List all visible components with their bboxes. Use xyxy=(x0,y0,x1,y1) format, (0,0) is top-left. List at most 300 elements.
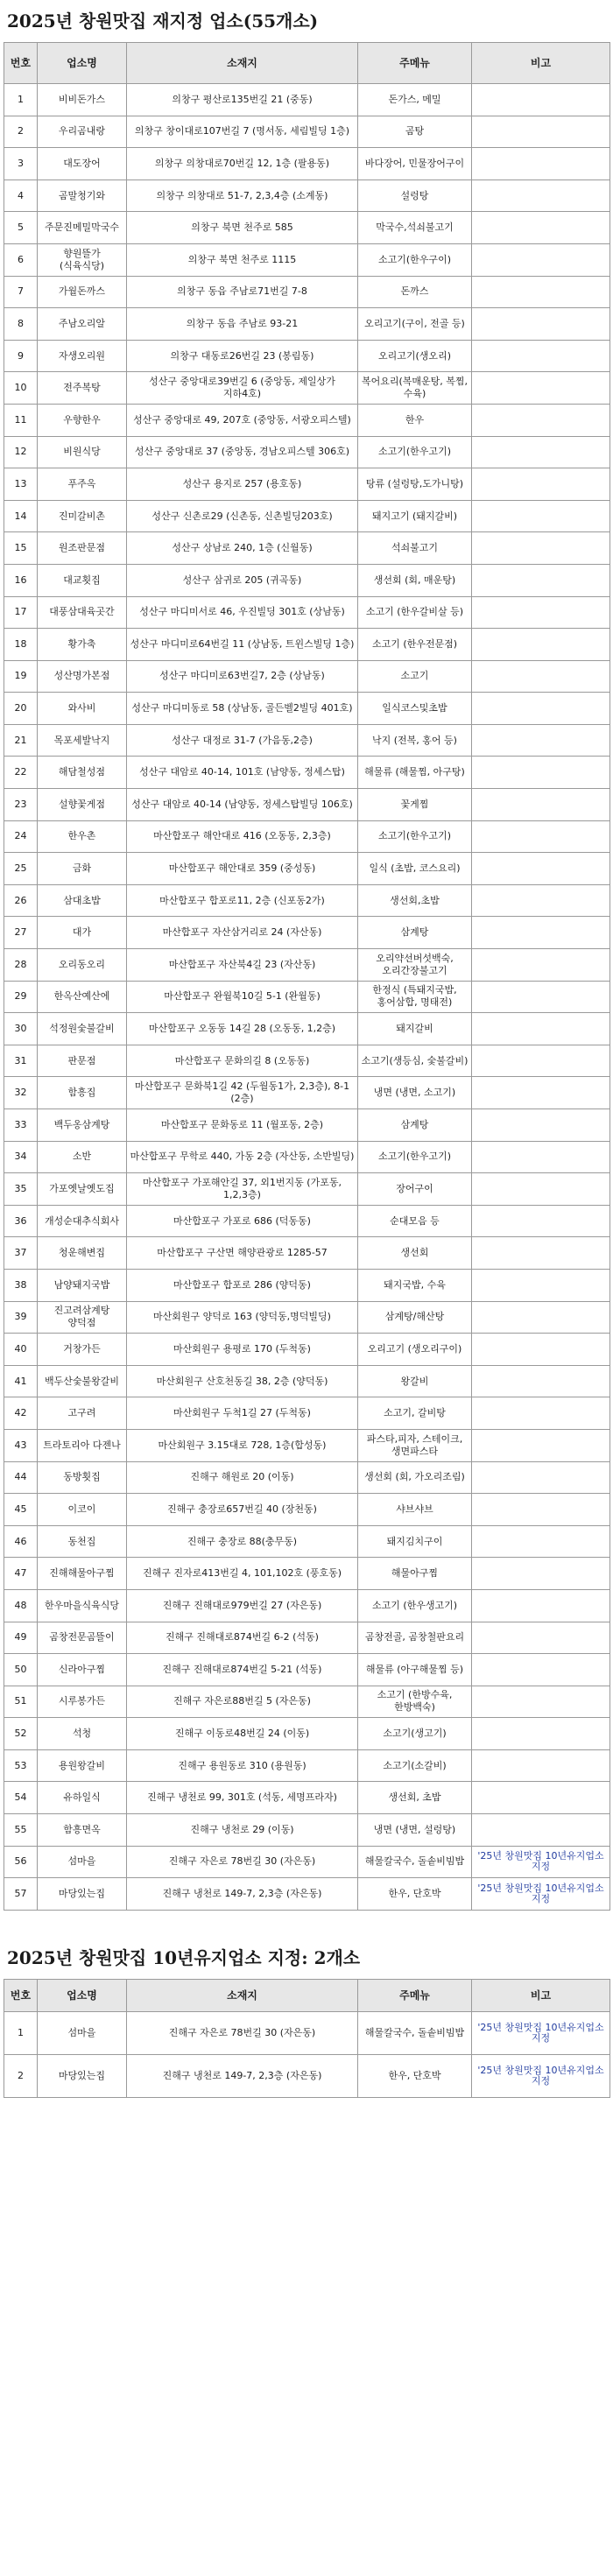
cell-menu: 소고기(생고기) xyxy=(358,1718,472,1750)
cell-note xyxy=(472,372,610,405)
table-row xyxy=(4,404,610,436)
cell-restaurant-name: 우리곰내랑 xyxy=(38,116,127,148)
cell-address: 마산합포구 완월북10길 5-1 (완월동) xyxy=(127,981,358,1013)
cell-note xyxy=(472,1718,610,1750)
cell-note xyxy=(472,532,610,565)
cell-menu: 복어요리(복매운탕, 복찜, 수육) xyxy=(358,372,472,405)
table-row xyxy=(4,1622,610,1654)
cell-restaurant-name: 원조판문점 xyxy=(38,532,127,565)
cell-number: 42 xyxy=(4,1397,38,1430)
cell-address: 마산회원구 3.15대로 728, 1층(합성동) xyxy=(127,1429,358,1461)
cell-note xyxy=(472,436,610,468)
cell-restaurant-name: 용원왕갈비 xyxy=(38,1749,127,1782)
cell-address: 성산구 중앙대로 37 (중앙동, 경남오피스텔 306호) xyxy=(127,436,358,468)
cell-note xyxy=(472,884,610,917)
cell-address: 진해구 냉천로 99, 301호 (석동, 세명프라자) xyxy=(127,1782,358,1814)
table-body xyxy=(4,84,610,1911)
cell-address: 성산구 신촌로29 (신촌동, 신촌빌딩203호) xyxy=(127,500,358,532)
cell-menu: 오리약선버섯백숙, 오리간장불고기 xyxy=(358,949,472,982)
table-row xyxy=(4,2011,610,2054)
cell-restaurant-name: 대가 xyxy=(38,917,127,949)
cell-restaurant-name: 섬마을 xyxy=(38,2011,127,2054)
cell-menu: 소고기 (한우갈비살 등) xyxy=(358,596,472,629)
cell-address: 성산구 중앙대로39번길 6 (중앙동, 제일상가 지하4호) xyxy=(127,372,358,405)
cell-restaurant-name: 개성순대추식회사 xyxy=(38,1205,127,1237)
table-body xyxy=(4,2011,610,2097)
cell-number: 53 xyxy=(4,1749,38,1782)
cell-restaurant-name: 백두옹삼계탕 xyxy=(38,1109,127,1142)
cell-address: 성산구 마디미로64번길 11 (상남동, 트윈스빌딩 1층) xyxy=(127,629,358,661)
cell-restaurant-name: 대도장어 xyxy=(38,148,127,180)
cell-address: 진해구 충장로657번길 40 (장천동) xyxy=(127,1494,358,1526)
cell-note xyxy=(472,1109,610,1142)
cell-menu: 소고기(소갈비) xyxy=(358,1749,472,1782)
cell-address: 의창구 의창대로70번길 12, 1층 (팔용동) xyxy=(127,148,358,180)
cell-number: 43 xyxy=(4,1429,38,1461)
cell-restaurant-name: 와사비 xyxy=(38,693,127,725)
cell-address: 진해구 냉천로 149-7, 2,3층 (자은동) xyxy=(127,1878,358,1911)
cell-menu: 돼지고기 (돼지갈비) xyxy=(358,500,472,532)
cell-address: 진해구 진자로413번길 4, 101,102호 (풍호동) xyxy=(127,1558,358,1590)
cell-menu: 돼지김치구이 xyxy=(358,1525,472,1558)
header-number: 번호 xyxy=(4,1979,38,2011)
table-row xyxy=(4,629,610,661)
table-row xyxy=(4,308,610,341)
table-row xyxy=(4,1301,610,1334)
table-row xyxy=(4,1045,610,1077)
cell-note xyxy=(472,1237,610,1270)
cell-menu: 오리고기 (생오리구이) xyxy=(358,1334,472,1366)
header-note: 비고 xyxy=(472,43,610,84)
cell-address: 마산합포구 가포해안길 37, 외1번지동 (가포동, 1,2,3층) xyxy=(127,1173,358,1206)
cell-number: 12 xyxy=(4,436,38,468)
cell-note xyxy=(472,693,610,725)
cell-number: 45 xyxy=(4,1494,38,1526)
cell-address: 의창구 동읍 주남로 93-21 xyxy=(127,308,358,341)
cell-note xyxy=(472,853,610,885)
cell-note xyxy=(472,340,610,372)
cell-restaurant-name: 한우마을식육식당 xyxy=(38,1589,127,1622)
cell-number: 7 xyxy=(4,276,38,308)
cell-restaurant-name: 향원뜰가 (식육식당) xyxy=(38,243,127,276)
table-row xyxy=(4,212,610,244)
cell-address: 의창구 북면 천주로 585 xyxy=(127,212,358,244)
cell-address: 마산회원구 산호천동길 38, 2층 (양덕동) xyxy=(127,1365,358,1397)
cell-note xyxy=(472,1782,610,1814)
table-row xyxy=(4,564,610,596)
cell-address: 마산합포구 구산면 해양관광로 1285-57 xyxy=(127,1237,358,1270)
cell-number: 32 xyxy=(4,1077,38,1109)
cell-address: 성산구 대암로 40-14 (남양동, 정세스탑빌딩 106호) xyxy=(127,789,358,821)
cell-address: 마산합포구 합포로 286 (양덕동) xyxy=(127,1269,358,1301)
table-row xyxy=(4,1173,610,1206)
cell-address: 진해구 냉천로 149-7, 2,3층 (자은동) xyxy=(127,2054,358,2097)
cell-menu: 한우 xyxy=(358,404,472,436)
cell-note xyxy=(472,1301,610,1334)
cell-number: 5 xyxy=(4,212,38,244)
cell-address: 의창구 북면 천주로 1115 xyxy=(127,243,358,276)
cell-restaurant-name: 거창가든 xyxy=(38,1334,127,1366)
cell-number: 11 xyxy=(4,404,38,436)
table-row xyxy=(4,276,610,308)
cell-address: 진해구 진해대로979번길 27 (자은동) xyxy=(127,1589,358,1622)
cell-note xyxy=(472,179,610,212)
cell-note xyxy=(472,1814,610,1847)
cell-number: 40 xyxy=(4,1334,38,1366)
cell-address: 진해구 진해대로874번길 5-21 (석동) xyxy=(127,1654,358,1686)
cell-menu: 돼지국밥, 수육 xyxy=(358,1269,472,1301)
cell-note xyxy=(472,404,610,436)
cell-restaurant-name: 곰말청기와 xyxy=(38,179,127,212)
cell-restaurant-name: 곰창전문곰뜰이 xyxy=(38,1622,127,1654)
header-menu: 주메뉴 xyxy=(358,1979,472,2011)
cell-menu: 바다장어, 민물장어구이 xyxy=(358,148,472,180)
table-row xyxy=(4,1846,610,1878)
table-row xyxy=(4,1013,610,1045)
table-row xyxy=(4,596,610,629)
ten-year-restaurants-table xyxy=(4,1979,610,2098)
cell-address: 진해구 진해대로874번길 6-2 (석동) xyxy=(127,1622,358,1654)
header-name: 업소명 xyxy=(38,1979,127,2011)
section1-title: 2025년 창원맛집 재지정 업소(55개소) xyxy=(7,11,319,32)
cell-menu: 냉면 (냉면, 설렁탕) xyxy=(358,1814,472,1847)
cell-restaurant-name: 판문점 xyxy=(38,1045,127,1077)
table-row xyxy=(4,1365,610,1397)
cell-note xyxy=(472,1589,610,1622)
cell-menu: 소고기 (한우전문점) xyxy=(358,629,472,661)
table-row xyxy=(4,243,610,276)
cell-address: 성산구 대정로 31-7 (가음동,2층) xyxy=(127,724,358,757)
cell-note xyxy=(472,789,610,821)
header-name: 업소명 xyxy=(38,43,127,84)
cell-menu: 삼계탕 xyxy=(358,1109,472,1142)
cell-address: 마산합포구 합포로11, 2층 (신포동2가) xyxy=(127,884,358,917)
cell-restaurant-name: 우향한우 xyxy=(38,404,127,436)
cell-note xyxy=(472,1686,610,1718)
cell-number: 47 xyxy=(4,1558,38,1590)
cell-note xyxy=(472,1334,610,1366)
cell-note: '25년 창원맛집 10년유지업소 지정 xyxy=(472,1846,610,1878)
cell-menu: 해물류 (아구해물찜 등) xyxy=(358,1654,472,1686)
cell-number: 8 xyxy=(4,308,38,341)
cell-menu: 소고기, 갈비탕 xyxy=(358,1397,472,1430)
cell-restaurant-name: 동천집 xyxy=(38,1525,127,1558)
cell-restaurant-name: 신라아구찜 xyxy=(38,1654,127,1686)
cell-number: 10 xyxy=(4,372,38,405)
cell-number: 30 xyxy=(4,1013,38,1045)
cell-restaurant-name: 진미갈비촌 xyxy=(38,500,127,532)
table-row xyxy=(4,1814,610,1847)
table-row xyxy=(4,148,610,180)
cell-note xyxy=(472,757,610,789)
cell-number: 17 xyxy=(4,596,38,629)
cell-menu: 한우, 단호박 xyxy=(358,1878,472,1911)
cell-menu: 일식코스및초밥 xyxy=(358,693,472,725)
cell-note xyxy=(472,1461,610,1494)
table-row xyxy=(4,532,610,565)
cell-number: 57 xyxy=(4,1878,38,1911)
table-row xyxy=(4,1141,610,1173)
table-row xyxy=(4,1718,610,1750)
cell-number: 9 xyxy=(4,340,38,372)
cell-address: 성산구 중앙대로 49, 207호 (중앙동, 서광오피스텔) xyxy=(127,404,358,436)
table-row xyxy=(4,1525,610,1558)
header-address: 소재지 xyxy=(127,43,358,84)
cell-number: 52 xyxy=(4,1718,38,1750)
cell-menu: 돼지갈비 xyxy=(358,1013,472,1045)
cell-number: 2 xyxy=(4,2054,38,2097)
cell-number: 54 xyxy=(4,1782,38,1814)
table-row xyxy=(4,660,610,693)
cell-address: 진해구 자은로 78번길 30 (자은동) xyxy=(127,1846,358,1878)
cell-number: 38 xyxy=(4,1269,38,1301)
cell-note: '25년 창원맛집 10년유지업소 지정 xyxy=(472,2054,610,2097)
cell-number: 28 xyxy=(4,949,38,982)
cell-restaurant-name: 성산명가본점 xyxy=(38,660,127,693)
cell-number: 27 xyxy=(4,917,38,949)
cell-restaurant-name: 이코이 xyxy=(38,1494,127,1526)
cell-menu: 돈까스 xyxy=(358,276,472,308)
table-row xyxy=(4,1782,610,1814)
cell-number: 19 xyxy=(4,660,38,693)
cell-note: '25년 창원맛집 10년유지업소 지정 xyxy=(472,2011,610,2054)
cell-number: 50 xyxy=(4,1654,38,1686)
cell-number: 29 xyxy=(4,981,38,1013)
cell-menu: 장어구이 xyxy=(358,1173,472,1206)
cell-menu: 막국수,석쇠불고기 xyxy=(358,212,472,244)
cell-restaurant-name: 비원식당 xyxy=(38,436,127,468)
cell-note xyxy=(472,1525,610,1558)
cell-number: 21 xyxy=(4,724,38,757)
table-row xyxy=(4,884,610,917)
table-row xyxy=(4,1077,610,1109)
cell-menu: 소고기 (한우생고기) xyxy=(358,1589,472,1622)
cell-restaurant-name: 청운해변집 xyxy=(38,1237,127,1270)
cell-note xyxy=(472,596,610,629)
cell-restaurant-name: 한우촌 xyxy=(38,820,127,853)
table-row xyxy=(4,1589,610,1622)
cell-number: 35 xyxy=(4,1173,38,1206)
cell-address: 성산구 마디미로63번길7, 2층 (상남동) xyxy=(127,660,358,693)
cell-address: 마산합포구 가포로 686 (덕동동) xyxy=(127,1205,358,1237)
header-note: 비고 xyxy=(472,1979,610,2011)
cell-restaurant-name: 대풍삼대육곳간 xyxy=(38,596,127,629)
cell-note xyxy=(472,1558,610,1590)
cell-menu: 해물칼국수, 돌솥비빔밥 xyxy=(358,2011,472,2054)
cell-number: 25 xyxy=(4,853,38,885)
cell-note xyxy=(472,243,610,276)
cell-note xyxy=(472,1397,610,1430)
cell-note xyxy=(472,724,610,757)
cell-number: 26 xyxy=(4,884,38,917)
table-row xyxy=(4,820,610,853)
cell-number: 1 xyxy=(4,84,38,116)
section2-title: 2025년 창원맛집 10년유지업소 지정: 2개소 xyxy=(7,1946,361,1968)
cell-restaurant-name: 설향꽃게점 xyxy=(38,789,127,821)
cell-menu: 생선회 xyxy=(358,1237,472,1270)
table-row xyxy=(4,179,610,212)
cell-restaurant-name: 트라토리아 다젠나 xyxy=(38,1429,127,1461)
cell-note xyxy=(472,1429,610,1461)
cell-menu: 한정식 (특돼지국밥, 홍어삼합, 명태전) xyxy=(358,981,472,1013)
cell-number: 24 xyxy=(4,820,38,853)
cell-address: 진해구 자은로 78번길 30 (자은동) xyxy=(127,2011,358,2054)
cell-address: 마산합포구 해안대로 416 (오동동, 2,3층) xyxy=(127,820,358,853)
cell-restaurant-name: 가월돈까스 xyxy=(38,276,127,308)
cell-restaurant-name: 섬마을 xyxy=(38,1846,127,1878)
cell-address: 의창구 동읍 주남로71번길 7-8 xyxy=(127,276,358,308)
cell-note xyxy=(472,1045,610,1077)
table-row xyxy=(4,1558,610,1590)
cell-note xyxy=(472,116,610,148)
header-number: 번호 xyxy=(4,43,38,84)
table-row xyxy=(4,1334,610,1366)
cell-note xyxy=(472,1077,610,1109)
cell-address: 의창구 평산로135번길 21 (중동) xyxy=(127,84,358,116)
cell-address: 의창구 대동로26번길 23 (봉림동) xyxy=(127,340,358,372)
cell-restaurant-name: 한옥산예산에 xyxy=(38,981,127,1013)
cell-note xyxy=(472,1654,610,1686)
cell-address: 마산합포구 문화북1길 42 (두월동1가, 2,3층), 8-1 (2층) xyxy=(127,1077,358,1109)
cell-number: 46 xyxy=(4,1525,38,1558)
table-row xyxy=(4,1237,610,1270)
cell-menu: 해물류 (해물찜, 아구탕) xyxy=(358,757,472,789)
cell-restaurant-name: 마당있는집 xyxy=(38,1878,127,1911)
cell-note xyxy=(472,1205,610,1237)
cell-number: 51 xyxy=(4,1686,38,1718)
table-row xyxy=(4,1109,610,1142)
cell-restaurant-name: 진해해물아구찜 xyxy=(38,1558,127,1590)
cell-address: 마산합포구 오동동 14길 28 (오동동, 1,2층) xyxy=(127,1013,358,1045)
cell-number: 20 xyxy=(4,693,38,725)
cell-number: 33 xyxy=(4,1109,38,1142)
cell-number: 44 xyxy=(4,1461,38,1494)
cell-note xyxy=(472,212,610,244)
cell-number: 41 xyxy=(4,1365,38,1397)
table-row xyxy=(4,84,610,116)
cell-address: 성산구 마디미동로 58 (상남동, 골든벨2빌딩 401호) xyxy=(127,693,358,725)
cell-restaurant-name: 남양돼지국밥 xyxy=(38,1269,127,1301)
cell-number: 49 xyxy=(4,1622,38,1654)
table-row xyxy=(4,1205,610,1237)
cell-note xyxy=(472,1494,610,1526)
cell-menu: 오리고기(구이, 전골 등) xyxy=(358,308,472,341)
cell-restaurant-name: 소반 xyxy=(38,1141,127,1173)
cell-restaurant-name: 주문진메밀막국수 xyxy=(38,212,127,244)
table-row xyxy=(4,436,610,468)
table-row xyxy=(4,2054,610,2097)
table-row xyxy=(4,1397,610,1430)
cell-menu: 생선회, 초밥 xyxy=(358,1782,472,1814)
cell-address: 성산구 마디미서로 46, 우진빌딩 301호 (상남동) xyxy=(127,596,358,629)
cell-restaurant-name: 백두산숯불왕갈비 xyxy=(38,1365,127,1397)
table-row xyxy=(4,340,610,372)
cell-menu: 냉면 (냉면, 소고기) xyxy=(358,1077,472,1109)
table-row xyxy=(4,917,610,949)
cell-restaurant-name: 목포세발낙지 xyxy=(38,724,127,757)
cell-number: 55 xyxy=(4,1814,38,1847)
cell-note xyxy=(472,148,610,180)
cell-menu: 일식 (초밥, 코스요리) xyxy=(358,853,472,885)
cell-menu: 꽃게찜 xyxy=(358,789,472,821)
table-header-row xyxy=(4,43,610,84)
cell-note xyxy=(472,1013,610,1045)
table-row xyxy=(4,757,610,789)
cell-address: 마산합포구 해안대로 359 (중성동) xyxy=(127,853,358,885)
cell-menu: 삼계탕 xyxy=(358,917,472,949)
cell-restaurant-name: 고구려 xyxy=(38,1397,127,1430)
cell-restaurant-name: 자생오리원 xyxy=(38,340,127,372)
cell-menu: 한우, 단호박 xyxy=(358,2054,472,2097)
cell-address: 마산합포구 무학로 440, 가동 2층 (자산동, 소반빌딩) xyxy=(127,1141,358,1173)
cell-number: 14 xyxy=(4,500,38,532)
cell-number: 16 xyxy=(4,564,38,596)
header-address: 소재지 xyxy=(127,1979,358,2011)
cell-number: 48 xyxy=(4,1589,38,1622)
cell-menu: 해물아구찜 xyxy=(358,1558,472,1590)
cell-restaurant-name: 유하일식 xyxy=(38,1782,127,1814)
cell-menu: 생선회 (회, 매운탕) xyxy=(358,564,472,596)
cell-address: 마산합포구 문화의길 8 (오동동) xyxy=(127,1045,358,1077)
table-row xyxy=(4,789,610,821)
cell-note xyxy=(472,1622,610,1654)
cell-menu: 소고기(한우구이) xyxy=(358,243,472,276)
cell-note xyxy=(472,981,610,1013)
cell-note xyxy=(472,1749,610,1782)
cell-menu: 낙지 (전복, 홍어 등) xyxy=(358,724,472,757)
cell-number: 13 xyxy=(4,468,38,501)
cell-note xyxy=(472,917,610,949)
cell-restaurant-name: 가포옛날옛도집 xyxy=(38,1173,127,1206)
cell-menu: 소고기(생등심, 숯불갈비) xyxy=(358,1045,472,1077)
table-row xyxy=(4,468,610,501)
table-row xyxy=(4,1429,610,1461)
cell-address: 마산회원구 두척1길 27 (두척동) xyxy=(127,1397,358,1430)
cell-menu: 소고기(한우고기) xyxy=(358,436,472,468)
cell-address: 성산구 용지로 257 (용호동) xyxy=(127,468,358,501)
cell-address: 성산구 삼귀로 205 (귀곡동) xyxy=(127,564,358,596)
cell-number: 6 xyxy=(4,243,38,276)
cell-restaurant-name: 함흥면옥 xyxy=(38,1814,127,1847)
cell-note xyxy=(472,84,610,116)
table-row xyxy=(4,1749,610,1782)
cell-restaurant-name: 마당있는집 xyxy=(38,2054,127,2097)
cell-restaurant-name: 석정원숯불갈비 xyxy=(38,1013,127,1045)
table-row xyxy=(4,500,610,532)
cell-address: 마산합포구 문화동로 11 (월포동, 2층) xyxy=(127,1109,358,1142)
cell-menu: 오리고기(생오리) xyxy=(358,340,472,372)
cell-number: 34 xyxy=(4,1141,38,1173)
cell-restaurant-name: 오리동오리 xyxy=(38,949,127,982)
cell-restaurant-name: 주남오리알 xyxy=(38,308,127,341)
cell-restaurant-name: 함흥집 xyxy=(38,1077,127,1109)
cell-address: 진해구 해원로 20 (이동) xyxy=(127,1461,358,1494)
cell-menu: 설렁탕 xyxy=(358,179,472,212)
cell-number: 31 xyxy=(4,1045,38,1077)
cell-number: 3 xyxy=(4,148,38,180)
cell-address: 마산회원구 용평로 170 (두척동) xyxy=(127,1334,358,1366)
cell-note xyxy=(472,468,610,501)
table-row xyxy=(4,1654,610,1686)
cell-restaurant-name: 진고려삼계탕 양덕점 xyxy=(38,1301,127,1334)
table-row xyxy=(4,949,610,982)
cell-menu: 돈가스, 메밀 xyxy=(358,84,472,116)
cell-restaurant-name: 전주복탕 xyxy=(38,372,127,405)
table-row xyxy=(4,1878,610,1911)
cell-number: 56 xyxy=(4,1846,38,1878)
cell-note: '25년 창원맛집 10년유지업소 지정 xyxy=(472,1878,610,1911)
cell-address: 의창구 의창대로 51-7, 2,3,4층 (소계동) xyxy=(127,179,358,212)
